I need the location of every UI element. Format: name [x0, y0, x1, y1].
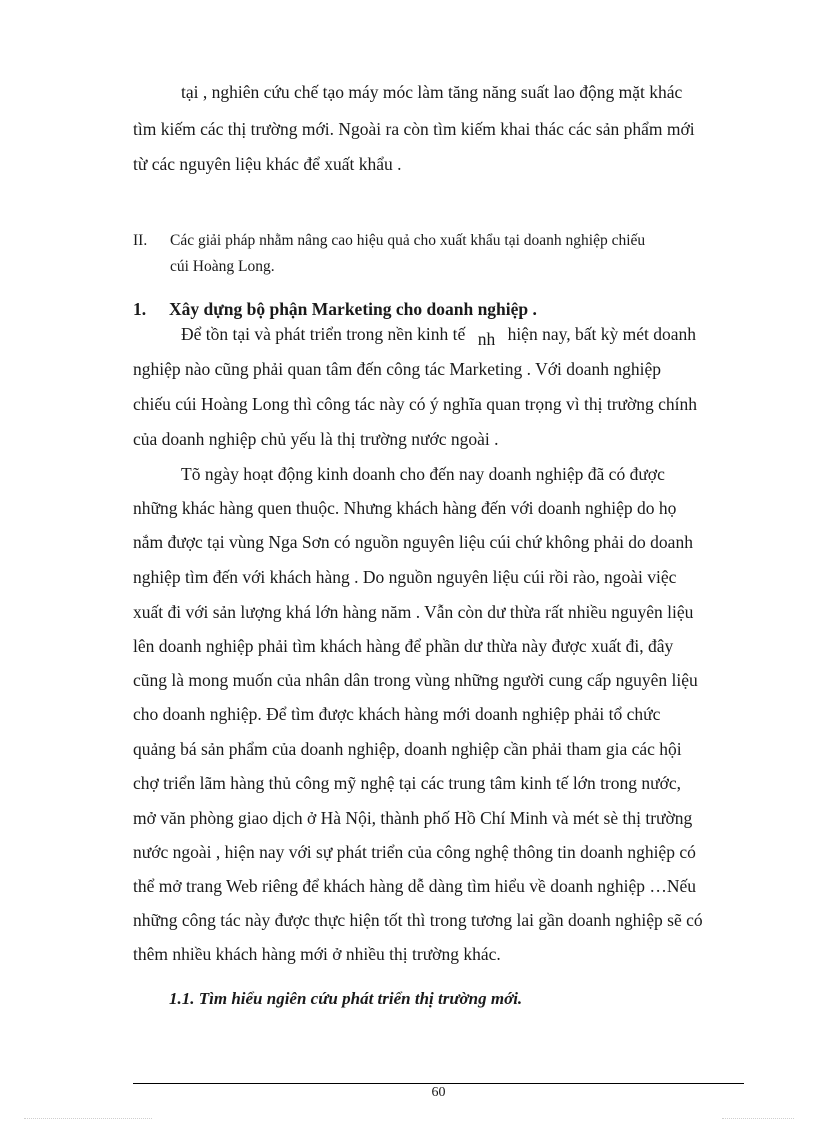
paragraph-line: xuất đi với sản lượng khá lớn hàng năm . Vẫn còn dư thừa rất nhiều nguyên liệu	[133, 602, 694, 622]
paragraph-line: quảng bá sản phẩm của doanh nghiệp, doanh nghiệp cần phải tham gia các hội	[133, 739, 682, 759]
paragraph-line: cũng là mong muốn của nhân dân trong vùng những người cung cấp nguyên liệu	[133, 670, 698, 690]
subscript-text: nh	[477, 329, 496, 349]
paragraph-line: tại , nghiên cứu chế tạo máy móc làm tăng năng suất lao động mặt khác	[181, 82, 683, 102]
paragraph-line: chợ triển lãm hàng thủ công mỹ nghệ tại các trung tâm kinh tế lớn trong nước,	[133, 773, 682, 793]
section-ii-number: II.	[133, 232, 148, 249]
section-1-1-title: 1.1. Tìm hiểu ngiên cứu phát triển thị trường mới.	[169, 989, 523, 1008]
paragraph-line: nắm được tại vùng Nga Sơn có nguồn nguyên liệu cúi chứ không phải do doanh	[133, 532, 693, 552]
section-1-number: 1.	[133, 299, 147, 319]
page-edge-dots-right	[722, 1118, 794, 1119]
paragraph-line: những công tác này được thực hiện tốt thì trong tương lai gần doanh nghiệp sẽ có	[133, 910, 703, 930]
paragraph-line: mở văn phòng giao dịch ở Hà Nội, thành phố Hồ Chí Minh và mét sè thị trường	[133, 808, 693, 828]
paragraph-line: thêm nhiều khách hàng mới ở nhiều thị trường khác.	[133, 944, 501, 964]
page-number: 60	[431, 1085, 446, 1100]
section-ii-title-line: cúi Hoàng Long.	[170, 258, 275, 275]
paragraph-line: nghiệp tìm đến với khách hàng . Do nguồn nguyên liệu cúi rồi rào, ngoài việc	[133, 567, 677, 587]
paragraph-text: Để tồn tại và phát triển trong nền kinh tế	[181, 324, 466, 344]
paragraph-line: nghiệp nào cũng phải quan tâm đến công tác Marketing . Với doanh nghiệp	[133, 359, 661, 379]
paragraph-text: hiện nay, bất kỳ mét doanh	[507, 324, 696, 344]
paragraph-line: tìm kiếm các thị trường mới. Ngoài ra còn tìm kiếm khai thác các sản phẩm mới	[133, 119, 695, 139]
paragraph-line: lên doanh nghiệp phải tìm khách hàng để phần dư thừa này được xuất đi, đây	[133, 636, 674, 656]
paragraph-line: chiếu cúi Hoàng Long thì công tác này có ý nghĩa quan trọng vì thị trường chính	[133, 394, 698, 414]
paragraph-line: cho doanh nghiệp. Để tìm được khách hàng mới doanh nghiệp phải tổ chức	[133, 704, 661, 724]
paragraph-line: Tõ ngày hoạt động kinh doanh cho đến nay doanh nghiệp đã có được	[181, 464, 665, 484]
section-ii-title-line: Các giải pháp nhằm nâng cao hiệu quả cho xuất khẩu tại doanh nghiệp chiếu	[170, 232, 646, 249]
section-1-title: Xây dựng bộ phận Marketing cho doanh nghiệp .	[169, 299, 537, 319]
paragraph-line: thể mở trang Web riêng để khách hàng dễ dàng tìm hiểu về doanh nghiệp …Nếu	[133, 876, 696, 896]
page-edge-dots-left	[24, 1118, 152, 1119]
paragraph-line: nước ngoài , hiện nay với sự phát triển của công nghệ thông tin doanh nghiệp có	[133, 842, 696, 862]
paragraph-line: của doanh nghiệp chủ yếu là thị trường nước ngoài .	[133, 429, 499, 449]
paragraph-line: những khác hàng quen thuộc. Nhưng khách hàng đến với doanh nghiệp do họ	[133, 498, 677, 518]
footer-rule	[133, 1083, 744, 1084]
paragraph-line: từ các nguyên liệu khác để xuất khẩu .	[133, 154, 402, 174]
paragraph-line	[181, 322, 696, 349]
